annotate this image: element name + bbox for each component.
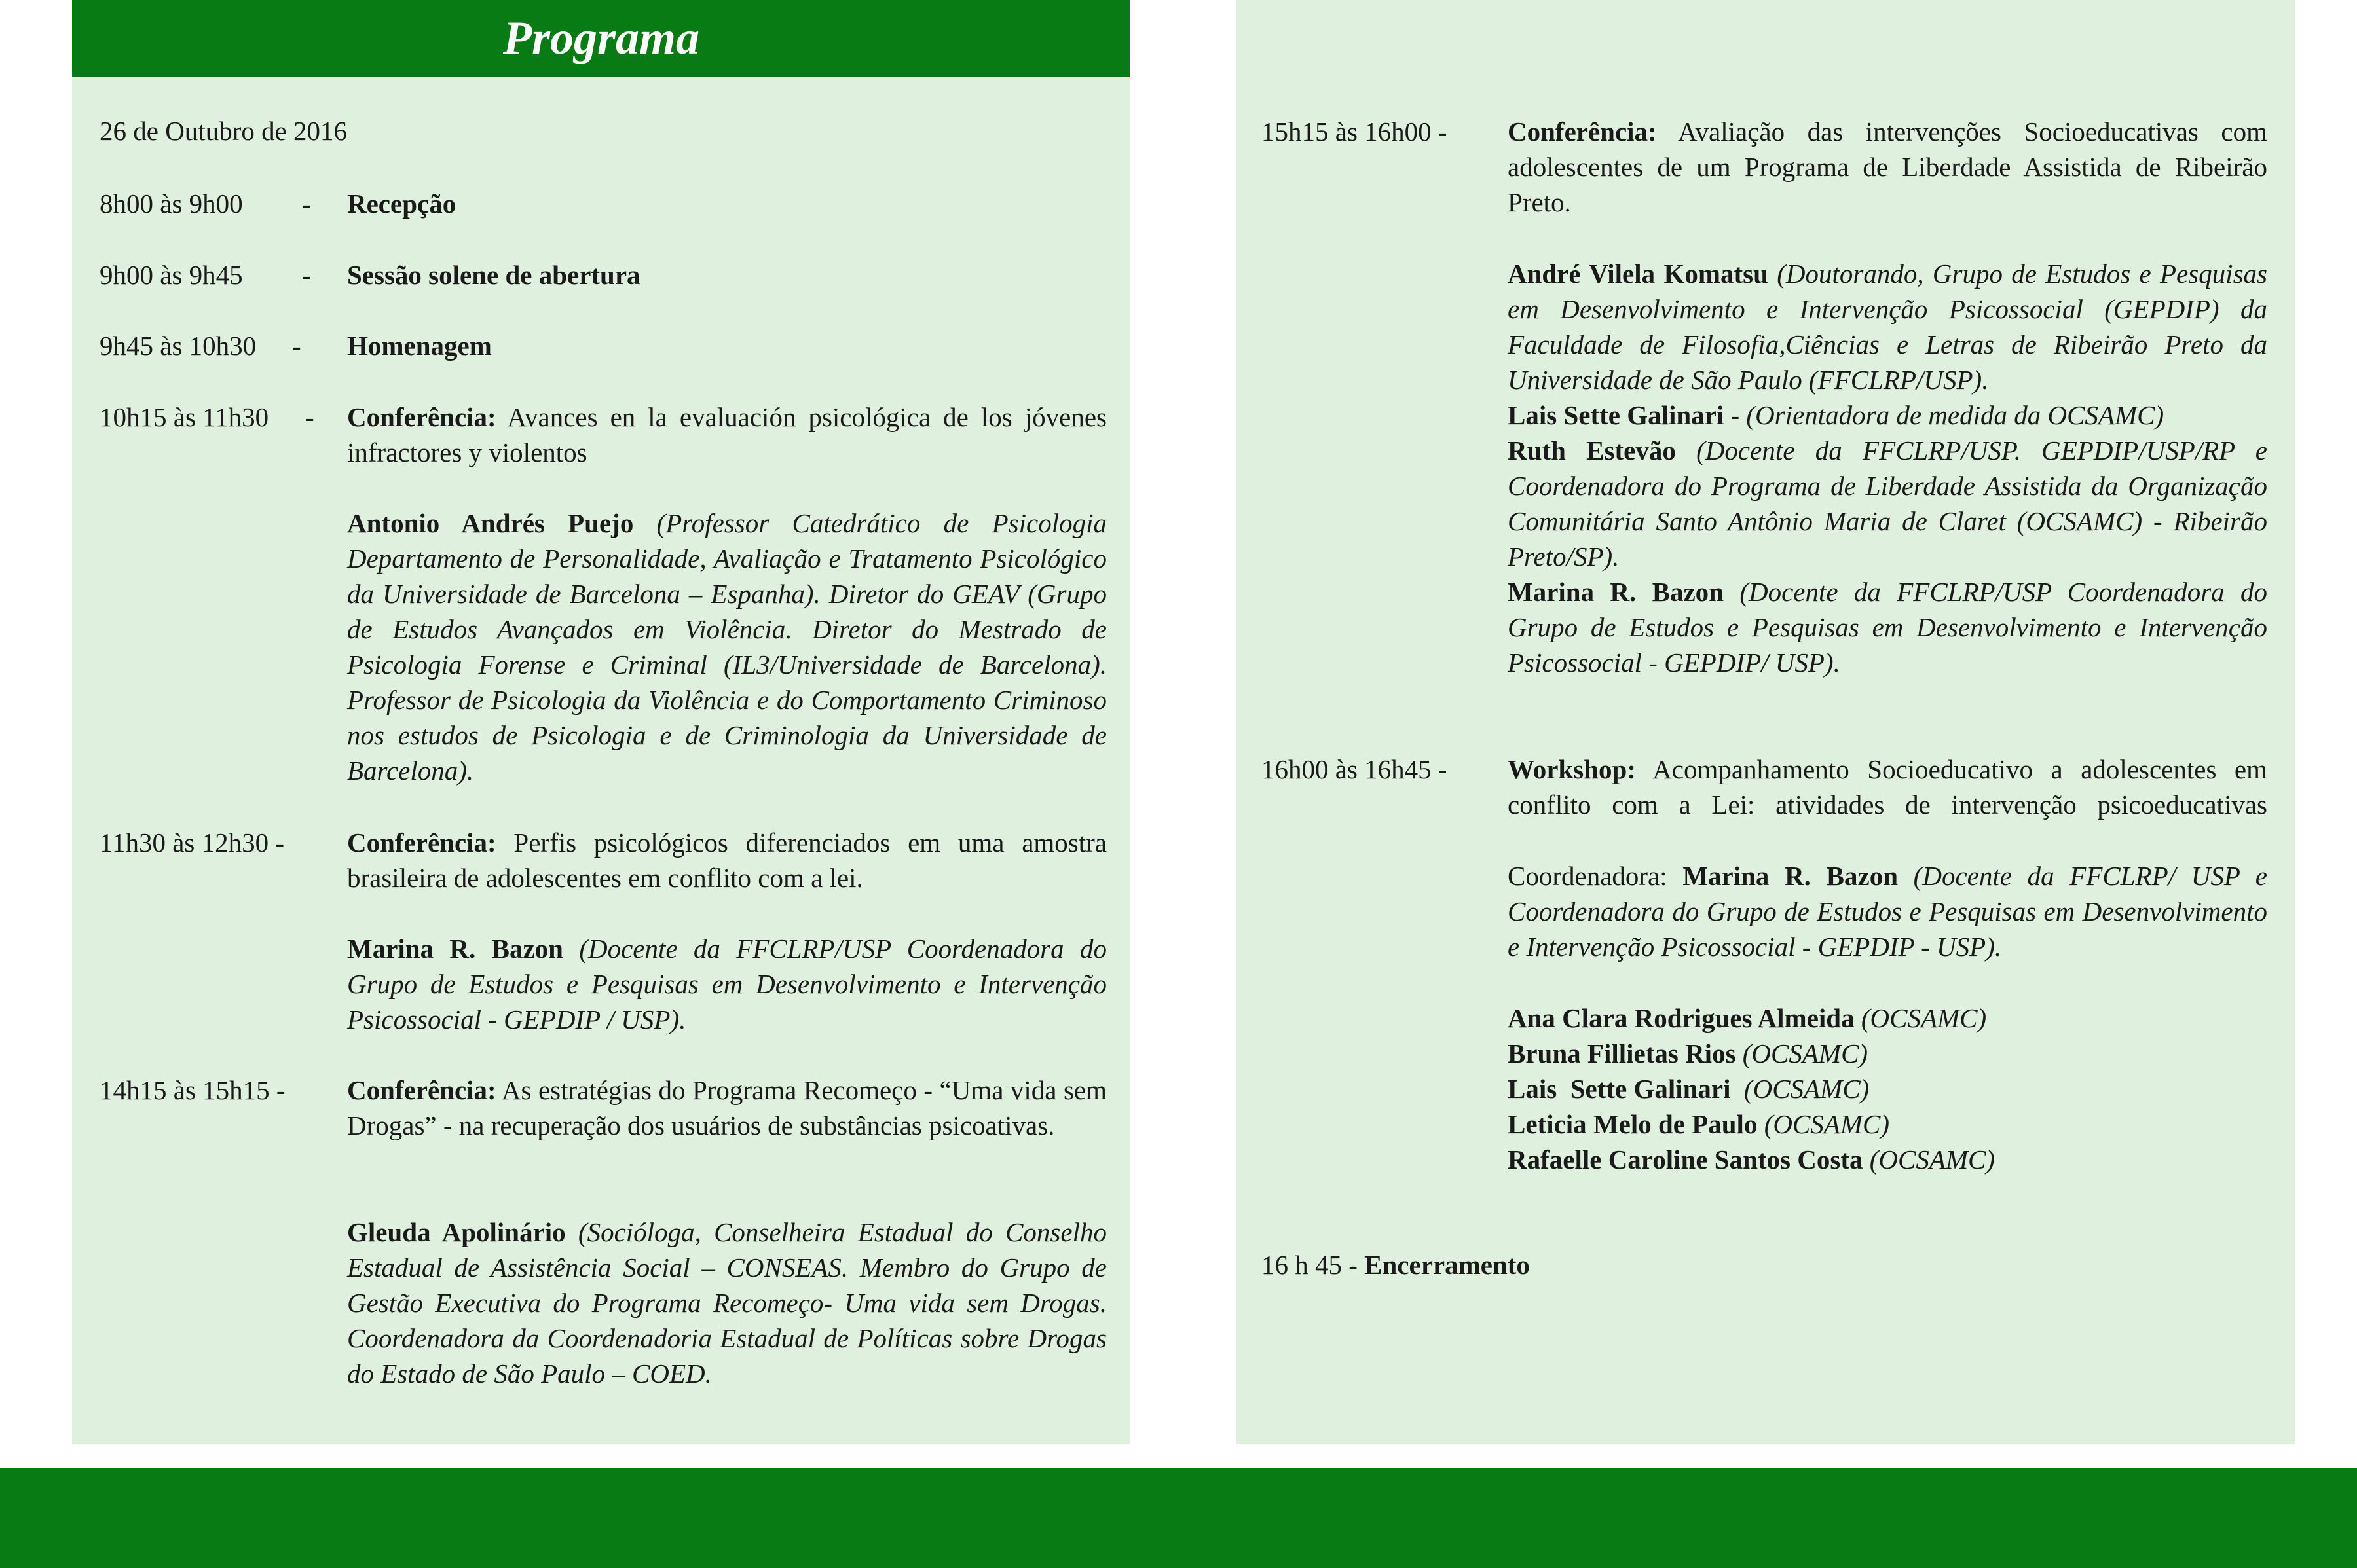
session-time: 11h30 às 12h30 - (100, 828, 285, 858)
coordinator-description: (Docente da FFCLRP/ USP e Coordenadora do Grupo de Estudos e Pesquisas em Desenvolvimento e Intervenção Psicossocial - GEPDIP - USP). (1508, 861, 2268, 962)
speaker-name: André Vilela Komatsu (1508, 259, 1768, 289)
member-org: (OCSAMC) (1735, 1038, 1868, 1068)
session-description (347, 825, 1107, 896)
member-name: Ana Clara Rodrigues Almeida (1508, 1003, 1855, 1033)
session-description (1508, 752, 2267, 822)
session-topic: Perfis psicológicos diferenciados em uma amostra brasileira de adolescentes em conflito com a lei. (347, 828, 1107, 893)
speaker-name: Lais Sette Galinari (1508, 400, 1724, 430)
member-name: Bruna Fillietas Rios (1508, 1038, 1736, 1068)
speaker-name: Ruth Estevão (1508, 435, 1676, 465)
session-dash: - (302, 189, 311, 219)
speaker-description: - (Orientadora de medida da OCSAMC) (1724, 400, 2164, 430)
session-time: 9h45 às 10h30 (100, 331, 257, 361)
session-time: 8h00 às 9h00 (100, 189, 243, 219)
page-title: Programa (502, 12, 700, 64)
session-topic: Avaliação das intervenções Socioeducativas com adolescentes de um Programa de Liberdade Assistida de Ribeirão Preto. (1508, 117, 2267, 217)
member-org: (OCSAMC) (1730, 1074, 1870, 1104)
session-title: Recepção (347, 189, 456, 219)
session-label: Workshop: (1508, 754, 1636, 784)
member-name: Lais Sette Galinari (1508, 1074, 1731, 1104)
session-topic: Avances en la evaluación psicológica de los jóvenes infractores y violentos (347, 402, 1107, 467)
member-org: (OCSAMC) (1854, 1003, 1987, 1033)
session-time: 16h00 às 16h45 - (1261, 754, 1447, 784)
coordinator-name: Marina R. Bazon (1682, 861, 1898, 891)
speaker-name: Marina R. Bazon (347, 934, 563, 964)
session-title: Homenagem (347, 331, 492, 361)
list-item (1508, 1142, 2267, 1177)
speaker-bio (1508, 574, 2267, 680)
session-dash: - (305, 402, 314, 432)
coordinator-bio (1508, 858, 2267, 964)
list-item (1508, 1071, 2267, 1106)
closing-session (1261, 1247, 1530, 1283)
session-label: Conferência: (1508, 117, 1657, 147)
closing-time: 16 h 45 - (1261, 1250, 1365, 1280)
member-name: Rafaelle Caroline Santos Costa (1508, 1144, 1863, 1175)
speaker-bio (347, 1214, 1107, 1391)
speaker-description: (Doutorando, Grupo de Estudos e Pesquisas em Desenvolvimento e Intervenção Psicossocial (GEPDIP) da Faculdade de Filosofia,Ciências e Letras de Ribeirão Preto da Universidade de São Paulo (FFCLRP/USP). (1508, 259, 2267, 395)
workshop-members (1508, 1000, 2267, 1177)
session-time: 10h15 às 11h30 (100, 402, 269, 432)
speaker-description: (Docente da FFCLRP/USP. GEPDIP/USP/RP e Coordenadora do Programa de Liberdade Assistida da Organização Comunitária Santo Antônio Maria de Claret (OCSAMC) - Ribeirão Preto/SP). (1508, 435, 2267, 572)
footer-bar (0, 1468, 2357, 1568)
speaker-name: Antonio Andrés Puejo (347, 508, 634, 538)
coordinator-label: Coordenadora: (1508, 861, 1683, 891)
session-label: Conferência: (347, 402, 496, 432)
session-time: 9h00 às 9h45 (100, 260, 243, 290)
session-time: 14h15 às 15h15 - (100, 1075, 286, 1105)
list-item (1508, 1036, 2267, 1071)
speaker-bio (1508, 433, 2267, 574)
session-label: Conferência: (347, 828, 496, 858)
session-dash: - (292, 331, 301, 361)
member-org: (OCSAMC) (1863, 1144, 1995, 1175)
session-description (1508, 114, 2267, 220)
speaker-description: (Professor Catedrático de Psicologia Departamento de Personalidade, Avaliação e Tratamento Psicológico da Universidade de Barcelona – Espanha). Diretor do GEAV (Grupo de Estudos Avançados em Violência. Diretor do Mestrado de Psicologia Forense e Criminal (IL3/Universidade de Barcelona). Professor de Psicologia da Violência e do Comportamento Criminoso nos estudos de Psicologia e de Criminologia da Universidade de Barcelona). (347, 508, 1107, 786)
speaker-description: (Docente da FFCLRP/USP Coordenadora do Grupo de Estudos e Pesquisas em Desenvolvimento e Intervenção Psicossocial - GEPDIP/ USP). (1508, 577, 2268, 678)
session-dash: - (302, 260, 311, 290)
session-description (347, 399, 1107, 470)
session-topic: Acompanhamento Socioeducativo a adolescentes em conflito com a Lei: atividades de intervenção psicoeducativas (1508, 754, 2267, 820)
speaker-bio (1508, 256, 2267, 397)
speaker-bio (1508, 397, 2267, 433)
list-item (1508, 1000, 2267, 1036)
speaker-name: Marina R. Bazon (1508, 577, 1724, 607)
speaker-name: Gleuda Apolinário (347, 1217, 566, 1247)
speaker-bio (347, 931, 1107, 1037)
header-bar (72, 0, 1130, 77)
speaker-description: (Socióloga, Conselheira Estadual do Conselho Estadual de Assistência Social – CONSEAS. Membro do Grupo de Gestão Executiva do Programa Recomeço- Uma vida sem Drogas. Coordenadora da Coordenadoria Estadual de Políticas sobre Drogas do Estado de São Paulo – COED. (347, 1217, 1107, 1389)
session-topic: As estratégias do Programa Recomeço - “Uma vida sem Drogas” - na recuperação dos usuários de substâncias psicoativas. (347, 1075, 1107, 1140)
closing-title: Encerramento (1364, 1250, 1530, 1280)
list-item (1508, 1106, 2267, 1142)
program-date: 26 de Outubro de 2016 (100, 116, 348, 146)
speaker-description: (Docente da FFCLRP/USP Coordenadora do Grupo de Estudos e Pesquisas em Desenvolvimento e Intervenção Psicossocial - GEPDIP / USP). (347, 934, 1107, 1034)
member-name: Leticia Melo de Paulo (1508, 1109, 1758, 1139)
session-description (347, 1072, 1107, 1143)
speaker-bio (347, 505, 1107, 788)
member-org: (OCSAMC) (1757, 1109, 1890, 1139)
session-title: Sessão solene de abertura (347, 260, 640, 290)
session-time: 15h15 às 16h00 - (1261, 117, 1447, 147)
session-label: Conferência: (347, 1075, 496, 1105)
